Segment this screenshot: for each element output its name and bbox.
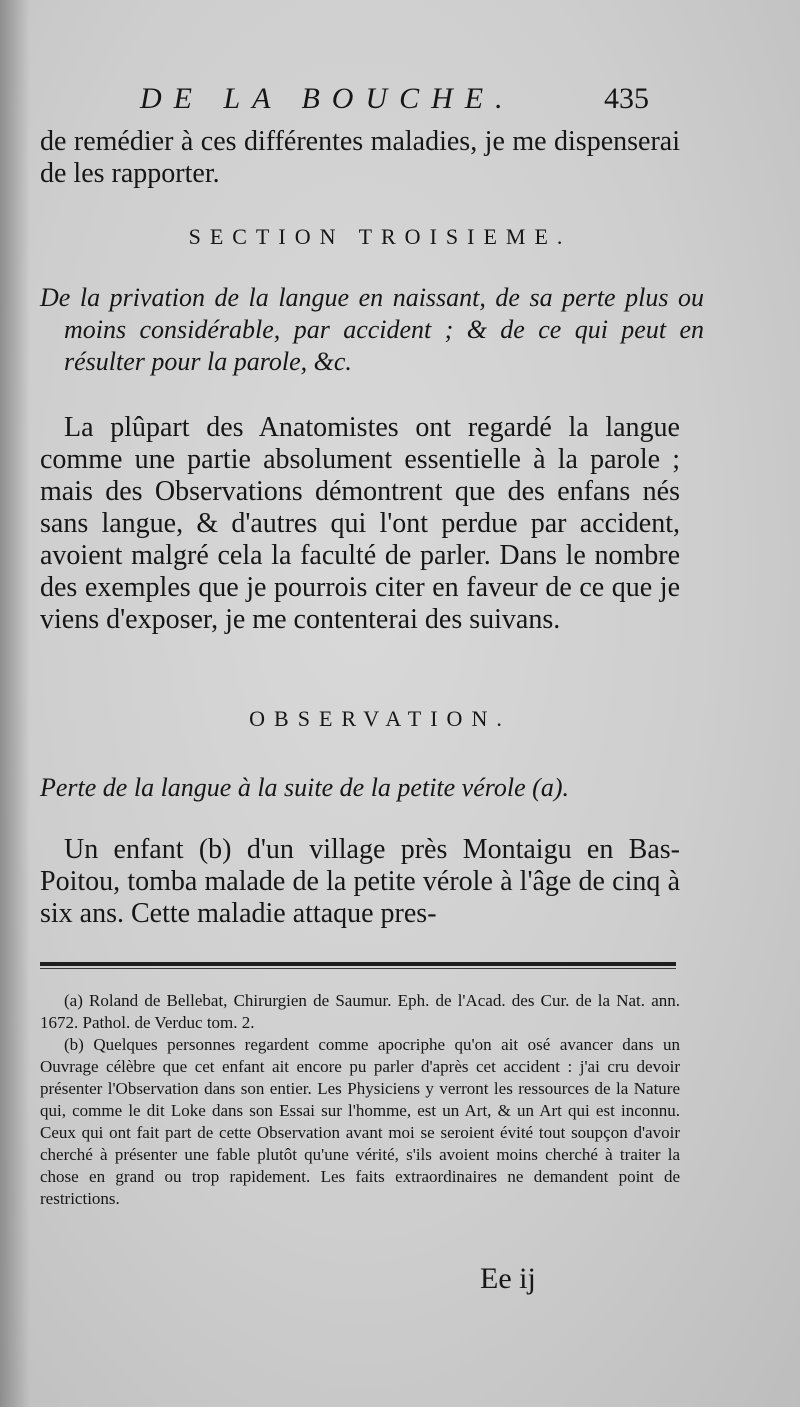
footnote-a: (a) Roland de Bellebat, Chirurgien de Saumur. Eph. de l'Acad. des Cur. de la Nat. ann. 1672. Pathol. de Verduc tom. 2.	[40, 991, 680, 1032]
page-header	[0, 82, 800, 122]
running-title: DE LA BOUCHE.	[140, 82, 515, 115]
footnote-rule-thin	[40, 968, 676, 969]
observation-heading: OBSERVATION.	[249, 706, 511, 731]
footnote-b: (b) Quelques personnes regardent comme apocriphe qu'on ait osé avancer dans un Ouvrage célèbre que cet enfant ait encore pu parler d'après cet accident : j'ai cru devoir présenter l'Observation dans son entier. Les Physiciens y verront les ressources de la Nature qui, comme le dit Loke dans son Essai sur l'homme, est un Art, & un Art qui est inconnu. Ceux qui ont fait part de cette Observation avant moi se seroient évité tout soupçon d'avoir cherché à présenter une fable plutôt qu'une vérité, s'ils avoient moins cherché à traiter la chose en grand ou trop rapidement. Les faits extraordinaires ne demandent point de restrictions.	[40, 1035, 680, 1208]
section-heading: SECTION TROISIEME.	[188, 224, 572, 249]
section-title: De la privation de la langue en naissant, de sa perte plus ou moins considérable, par accident ; & de ce qui peut en résulter pour la parole, &c.	[40, 283, 704, 376]
continuation-text: de remédier à ces différentes maladies, je me dispenserai de les rapporter.	[40, 126, 680, 189]
footnote-rule	[40, 962, 676, 966]
signature-mark: Ee ij	[480, 1262, 536, 1295]
section-paragraph: La plûpart des Anatomistes ont regardé la langue comme une partie absolument essentielle à la parole ; mais des Observations démontrent que des enfans nés sans langue, & d'autres qui l'ont perdue par accident, avoient malgré cela la faculté de parler. Dans le nombre des exemples que je pourrois citer en faveur de ce que je viens d'exposer, je me contenterai des suivans.	[40, 412, 680, 635]
footnotes	[40, 990, 680, 1210]
page-number: 435	[604, 82, 649, 115]
continuation-paragraph	[40, 126, 680, 190]
binding-shadow	[0, 0, 30, 1407]
observation-title: Perte de la langue à la suite de la petite vérole (a).	[40, 773, 569, 802]
observation-paragraph: Un enfant (b) d'un village près Montaigu en Bas-Poitou, tomba malade de la petite vérole à l'âge de cinq à six ans. Cette maladie attaque pres-	[40, 834, 680, 929]
